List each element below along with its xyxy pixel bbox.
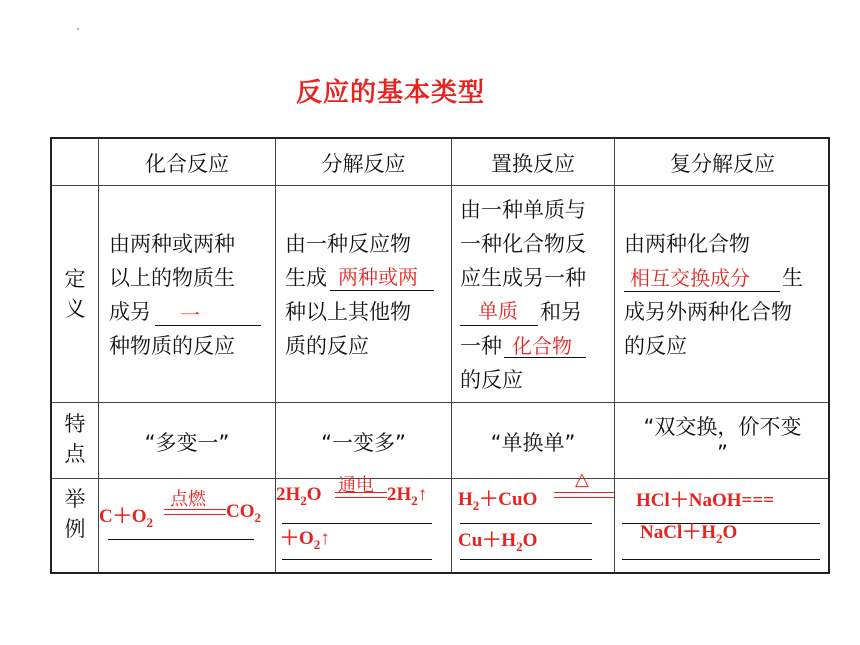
feature-combination: “多变一”	[144, 431, 230, 455]
answer-blank	[282, 559, 432, 560]
def-displacement-line4: 和另	[540, 300, 582, 324]
row-label-definition: 定义	[64, 267, 86, 321]
feature-double-end: ”	[717, 441, 728, 465]
decorative-dot	[77, 28, 79, 30]
feature-double: “双交换，价不变	[643, 415, 802, 439]
equals-sign	[554, 492, 614, 498]
eq-double-line2: $NaCl+H_2O$	[640, 522, 738, 546]
header-displacement: 置换反应	[491, 152, 575, 176]
header-double-decomposition: 复分解反应	[670, 152, 775, 176]
header-decomposition: 分解反应	[321, 152, 406, 176]
answer-blank	[330, 290, 434, 291]
def-displacement-line2: 一种化合物反	[460, 232, 586, 256]
eq-double-line1: HCl＋NaOH===	[636, 490, 775, 511]
table-divider	[52, 185, 828, 186]
table-divider	[52, 402, 828, 403]
eq-combination-right: $CO_2$	[226, 501, 261, 525]
answer-blank	[460, 559, 592, 560]
answer-displacement-1: 单质	[478, 299, 518, 323]
def-combination-line3: 成另	[109, 300, 151, 324]
row-label-feature: 特点	[64, 412, 86, 466]
answer-combination: 一	[180, 303, 200, 327]
def-displacement-line1: 由一种单质与	[460, 198, 586, 222]
def-displacement-line6: 的反应	[460, 368, 523, 392]
answer-double: 相互交换成分	[630, 266, 750, 290]
eq-displacement-line2: $Cu+H_2O$	[458, 530, 538, 554]
eq-decomposition-line2: $+O_2↑$	[280, 528, 330, 552]
condition-electrolysis: 通电	[338, 475, 374, 496]
table-divider	[451, 139, 452, 572]
def-combination-line1: 由两种或两种	[109, 232, 235, 256]
answer-blank	[622, 559, 820, 560]
answer-blank	[460, 325, 538, 326]
table-divider	[614, 139, 615, 572]
def-double-line3: 成另外两种化合物	[624, 300, 792, 324]
condition-heat: △	[575, 469, 589, 490]
eq-decomposition-right: $2H_2↑$	[387, 484, 428, 508]
feature-decomposition: “一变多”	[321, 431, 406, 455]
def-decomposition-line2: 生成	[285, 266, 327, 290]
condition-ignite: 点燃	[170, 489, 206, 510]
answer-blank	[460, 523, 592, 524]
eq-combination-left: $C+O_2$	[99, 506, 154, 530]
answer-blank	[108, 539, 254, 540]
def-double-line4: 的反应	[624, 334, 687, 358]
header-combination: 化合反应	[145, 152, 229, 176]
def-decomposition-line4: 质的反应	[285, 334, 369, 358]
answer-blank	[624, 291, 780, 292]
answer-blank	[155, 325, 261, 326]
page-title: 反应的基本类型	[296, 78, 486, 108]
def-decomposition-line3: 种以上其他物	[285, 300, 411, 324]
def-double-line1: 由两种化合物	[624, 232, 750, 256]
reaction-types-table	[50, 137, 830, 574]
def-displacement-line5: 一种	[460, 334, 502, 358]
equals-sign	[164, 509, 226, 515]
feature-displacement: “单换单”	[490, 431, 576, 455]
def-double-line2: 生	[782, 266, 803, 290]
row-label-example: 举例	[64, 487, 86, 541]
answer-decomposition: 两种或两	[338, 265, 418, 289]
def-combination-line2: 以上的物质生	[109, 266, 235, 290]
eq-decomposition-left: $2H_2O$	[276, 484, 322, 508]
def-combination-line4: 种物质的反应	[109, 334, 235, 358]
table-divider	[52, 478, 828, 479]
eq-displacement-left: $H_2+CuO$	[458, 489, 538, 513]
equals-sign	[335, 492, 387, 498]
answer-displacement-2: 化合物	[512, 334, 572, 358]
def-displacement-line3: 应生成另一种	[460, 266, 586, 290]
def-decomposition-line1: 由一种反应物	[285, 232, 411, 256]
